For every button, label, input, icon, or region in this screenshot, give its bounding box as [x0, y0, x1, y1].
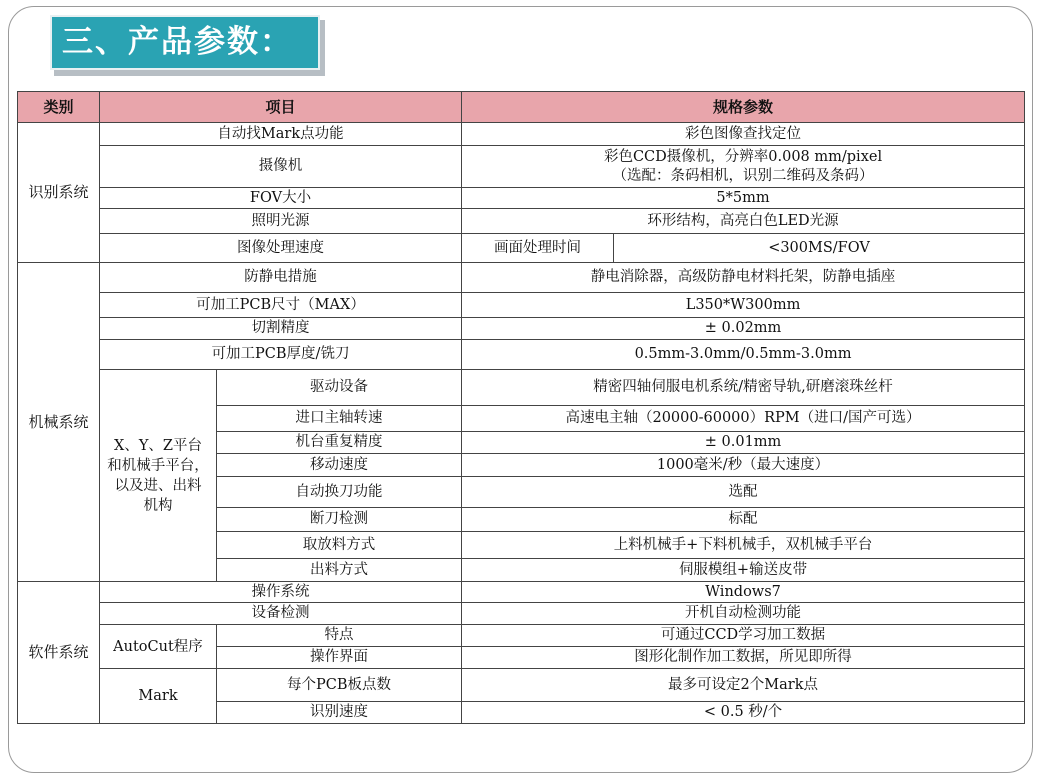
- spec-cell: 1000毫米/秒（最大速度）: [462, 454, 1025, 477]
- item-cell: 识别速度: [217, 702, 462, 724]
- item-cell: 切割精度: [100, 318, 462, 340]
- spec-cell: 最多可设定2个Mark点: [462, 669, 1025, 702]
- header-spec: 规格参数: [462, 92, 1025, 123]
- item-cell: 可加工PCB厚度/铣刀: [100, 340, 462, 370]
- item-cell: 图像处理速度: [100, 234, 462, 263]
- spec-cell: 上料机械手+下料机械手，双机械手平台: [462, 532, 1025, 559]
- item-cell: 照明光源: [100, 209, 462, 234]
- table-row: [18, 293, 1025, 318]
- platform-group-cell: [100, 370, 217, 582]
- spec-cell: 高速电主轴（20000-60000）RPM（进口/国产可选）: [462, 406, 1025, 432]
- slide-title: 三、产品参数：: [50, 15, 320, 70]
- spec-cell: 0.5mm-3.0mm/0.5mm-3.0mm: [462, 340, 1025, 370]
- item-cell: 机台重复精度: [217, 432, 462, 454]
- table-row: [18, 582, 1025, 603]
- spec-cell: 开机自动检测功能: [462, 603, 1025, 625]
- item-cell: 可加工PCB尺寸（MAX）: [100, 293, 462, 318]
- autocut-group-cell: AutoCut程序: [100, 625, 217, 669]
- spec-cell: < 0.5 秒/个: [462, 702, 1025, 724]
- spec-cell: Windows7: [462, 582, 1025, 603]
- table-row: [18, 669, 1025, 702]
- spec-cell: 标配: [462, 508, 1025, 532]
- spec-cell: 精密四轴伺服电机系统/精密导轨,研磨滚珠丝杆: [462, 370, 1025, 406]
- group-line: X、Y、Z平台: [114, 437, 202, 454]
- table-row: [18, 603, 1025, 625]
- table-row: [18, 234, 1025, 263]
- mark-group-cell: Mark: [100, 669, 217, 724]
- table-row: [18, 146, 1025, 188]
- category-mechanical: 机械系统: [18, 263, 100, 582]
- spec-table: [17, 91, 1025, 724]
- item-cell: 自动换刀功能: [217, 477, 462, 508]
- item-cell: 操作界面: [217, 647, 462, 669]
- spec-cell: 环形结构，高亮白色LED光源: [462, 209, 1025, 234]
- spec-label-cell: 画面处理时间: [462, 234, 614, 263]
- spec-cell: L350*W300mm: [462, 293, 1025, 318]
- header-item: 项目: [100, 92, 462, 123]
- item-cell: 进口主轴转速: [217, 406, 462, 432]
- item-cell: 取放料方式: [217, 532, 462, 559]
- group-line: 和机械手平台，: [107, 457, 209, 474]
- spec-cell: ± 0.01mm: [462, 432, 1025, 454]
- group-line: 以及进、出料: [114, 477, 202, 494]
- spec-cell: ± 0.02mm: [462, 318, 1025, 340]
- group-line: 机构: [143, 497, 173, 514]
- table-row: [18, 340, 1025, 370]
- spec-cell: 选配: [462, 477, 1025, 508]
- item-cell: 自动找Mark点功能: [100, 123, 462, 146]
- item-cell: 每个PCB板点数: [217, 669, 462, 702]
- table-row: [18, 209, 1025, 234]
- header-category: 类别: [18, 92, 100, 123]
- item-cell: 防静电措施: [100, 263, 462, 293]
- item-cell: FOV大小: [100, 188, 462, 209]
- spec-cell: [462, 146, 1025, 188]
- item-cell: 特点: [217, 625, 462, 647]
- spec-line: （选配：条码相机，识别二维码及条码）: [612, 167, 874, 184]
- item-cell: 移动速度: [217, 454, 462, 477]
- item-cell: 驱动设备: [217, 370, 462, 406]
- item-cell: 摄像机: [100, 146, 462, 188]
- spec-cell: 伺服模组+输送皮带: [462, 559, 1025, 582]
- header-row: [18, 92, 1025, 123]
- table-row: [18, 370, 1025, 406]
- category-recognition: 识别系统: [18, 123, 100, 263]
- table-row: [18, 123, 1025, 146]
- item-cell: 断刀检测: [217, 508, 462, 532]
- spec-cell: 彩色图像查找定位: [462, 123, 1025, 146]
- table-row: [18, 625, 1025, 647]
- category-software: 软件系统: [18, 582, 100, 724]
- table-row: [18, 188, 1025, 209]
- spec-cell: 静电消除器，高级防静电材料托架，防静电插座: [462, 263, 1025, 293]
- spec-value-cell: <300MS/FOV: [614, 234, 1025, 263]
- table-row: [18, 318, 1025, 340]
- table-row: [18, 263, 1025, 293]
- spec-cell: 5*5mm: [462, 188, 1025, 209]
- spec-line: 彩色CCD摄像机，分辨率0.008 mm/pixel: [603, 148, 883, 165]
- spec-cell: 可通过CCD学习加工数据: [462, 625, 1025, 647]
- item-cell: 操作系统: [100, 582, 462, 603]
- spec-cell: 图形化制作加工数据，所见即所得: [462, 647, 1025, 669]
- item-cell: 出料方式: [217, 559, 462, 582]
- item-cell: 设备检测: [100, 603, 462, 625]
